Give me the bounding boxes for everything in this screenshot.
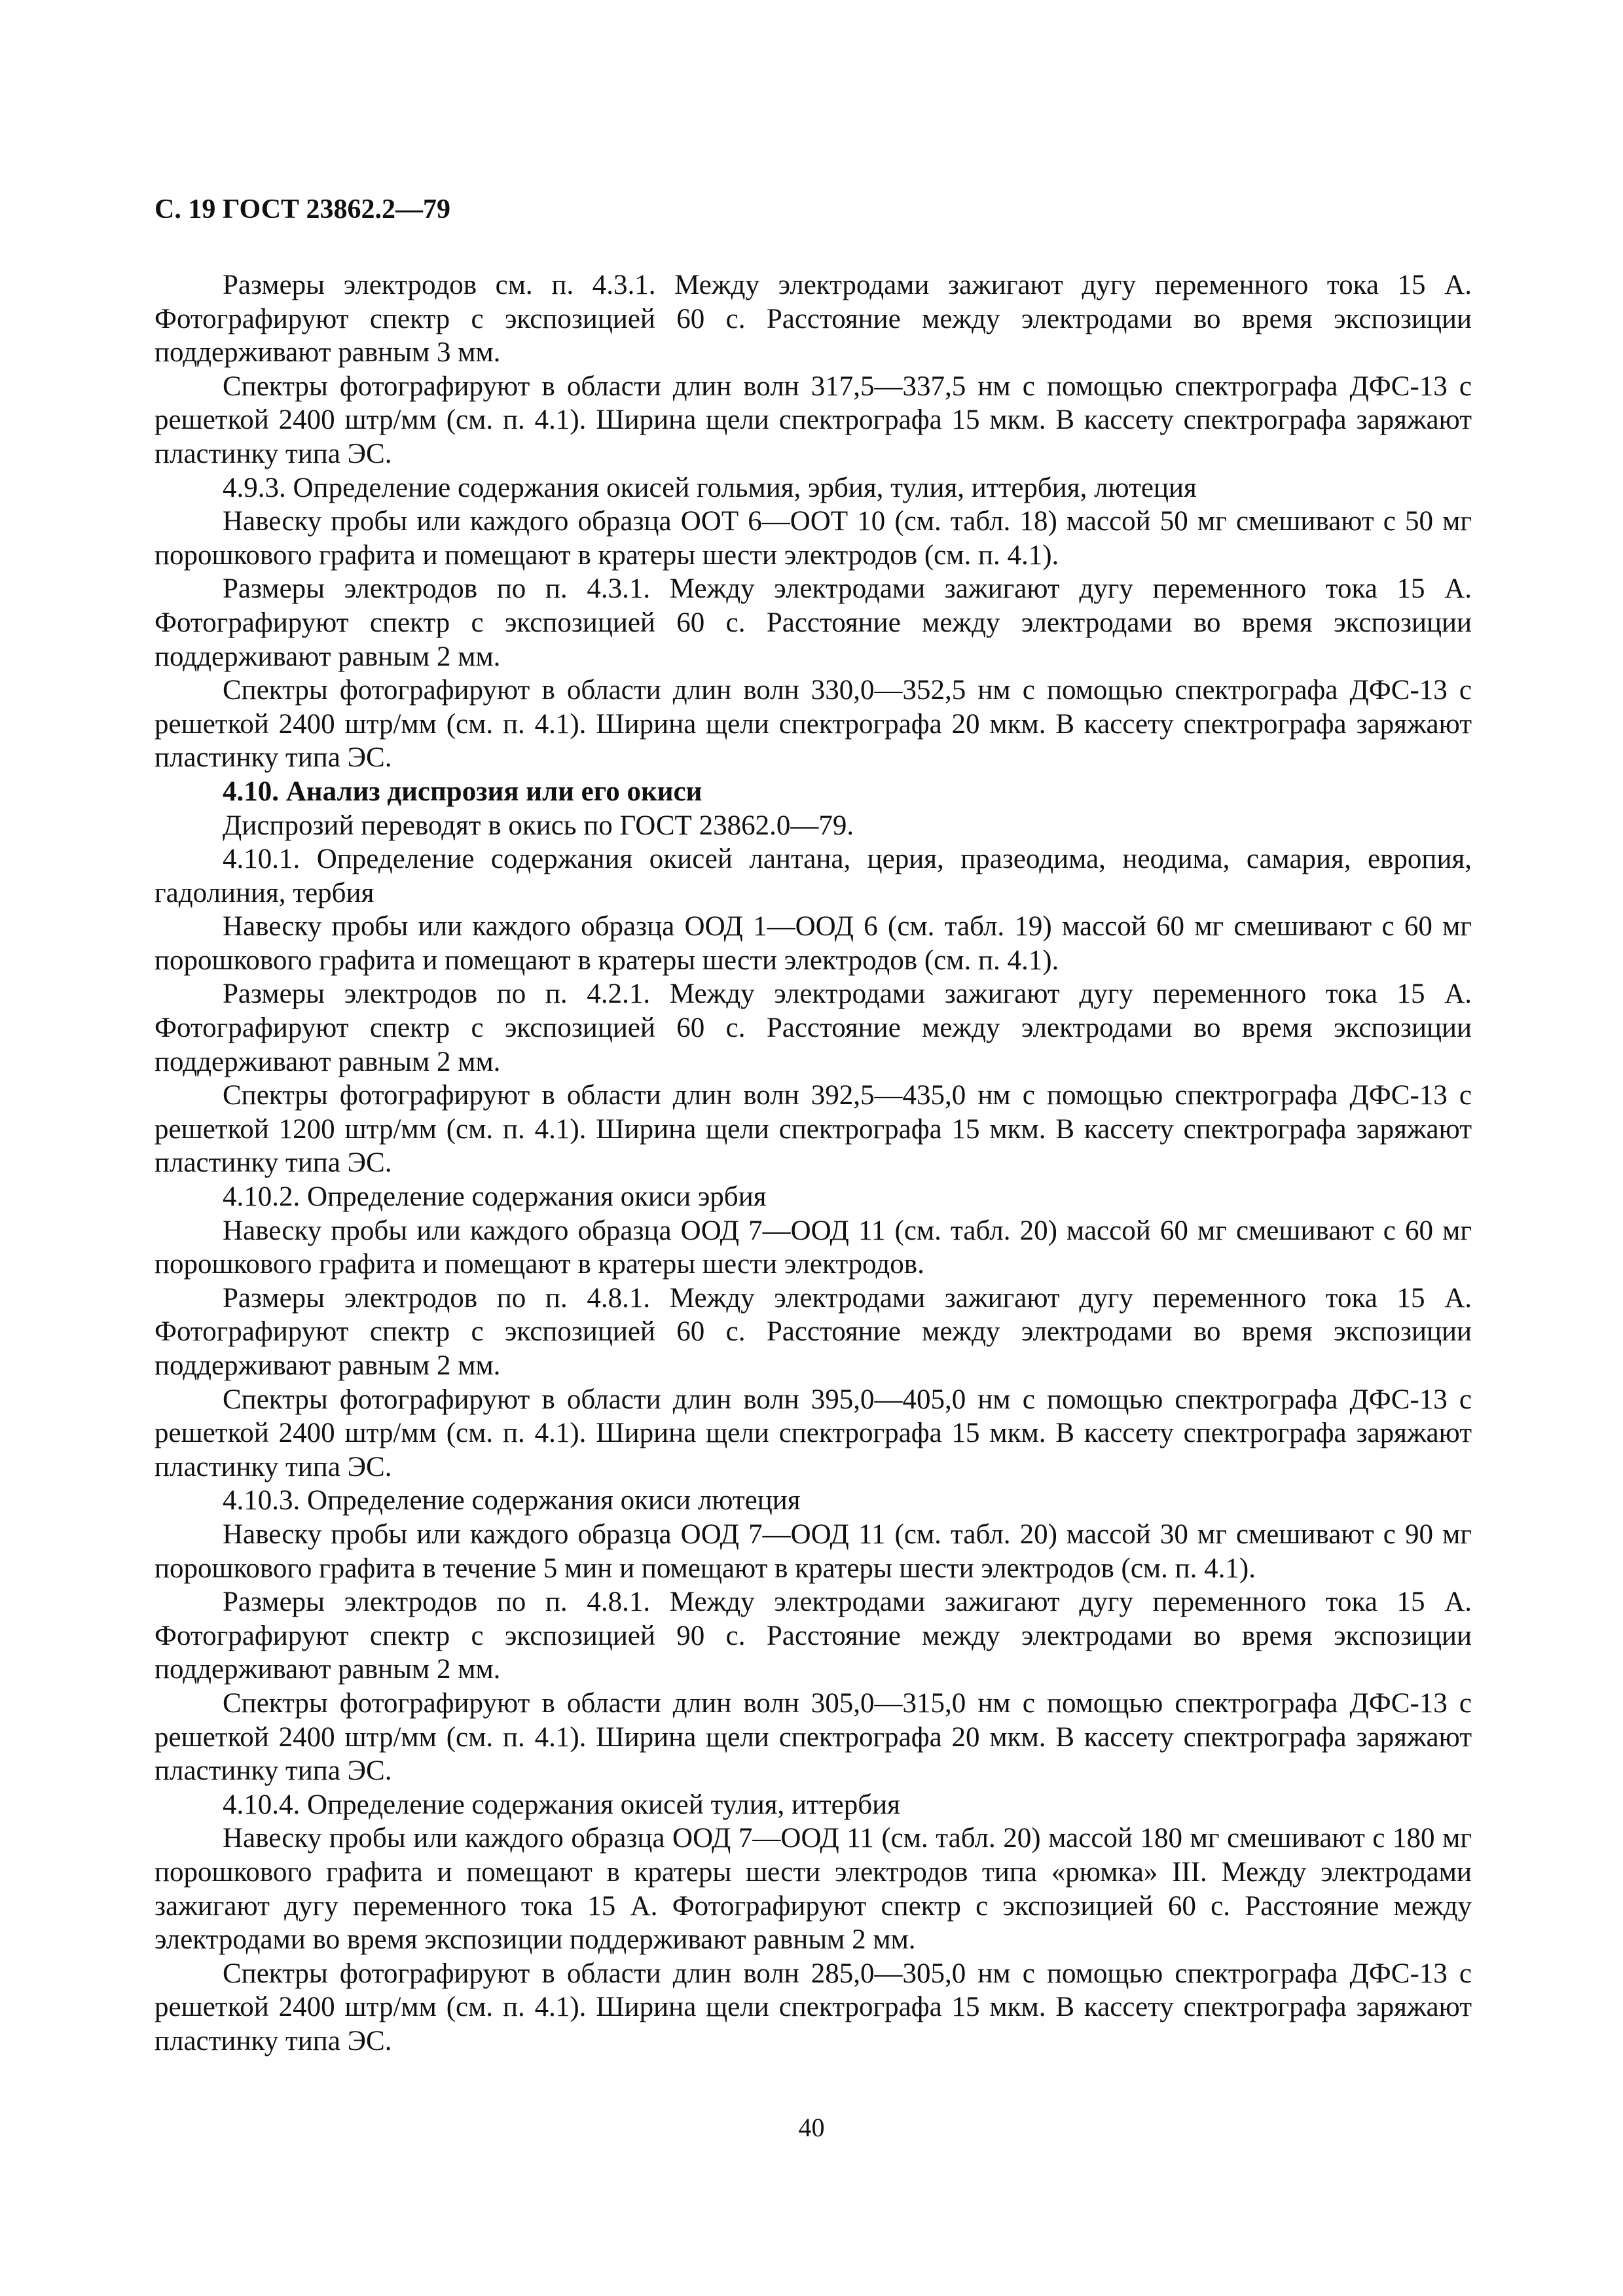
paragraph: Спектры фотографируют в области длин волн 317,5—337,5 нм с помощью спектрографа ДФС-13 с решеткой 2400 штр/мм (см. п. 4.1). Ширина щели спектрографа 15 мкм. В кассету спектрографа заряжают пластинку типа ЭС.	[155, 370, 1472, 469]
paragraph: Спектры фотографируют в области длин волн 330,0—352,5 нм с помощью спектрографа ДФС-13 с решеткой 2400 штр/мм (см. п. 4.1). Ширина щели спектрографа 20 мкм. В кассету спектрографа заряжают пластинку типа ЭС.	[155, 675, 1472, 774]
paragraph: Навеску пробы или каждого образца ООД 7—ООД 11 (см. табл. 20) массой 180 мг смешивают с 180 мг порошкового графита и помещают в кратеры шести электродов типа «рюмка» III. Между электродами зажигают дугу переменного тока 15 А. Фотографируют спектр с экспозицией 60 с. Расстояние между электродами во время экспозиции поддерживают равным 2 мм.	[155, 1823, 1472, 1956]
subsection-title: 4.10.3. Определение содержания окиси лютеция	[223, 1485, 801, 1516]
subsection-title: 4.10.2. Определение содержания окиси эрбия	[223, 1181, 767, 1213]
subsection-title: 4.9.3. Определение содержания окисей гольмия, эрбия, тулия, иттербия, лютеция	[223, 472, 1197, 503]
paragraph: Размеры электродов по п. 4.2.1. Между электродами зажигают дугу переменного тока 15 А. Фотографируют спектр с экспозицией 60 с. Расстояние между электродами во время экспозиции поддерживают равным 2 мм.	[155, 978, 1472, 1077]
paragraph: Размеры электродов по п. 4.3.1. Между электродами зажигают дугу переменного тока 15 А. Фотографируют спектр с экспозицией 60 с. Расстояние между электродами во время экспозиции поддерживают равным 2 мм.	[155, 573, 1472, 672]
paragraph: Спектры фотографируют в области длин волн 285,0—305,0 нм с помощью спектрографа ДФС-13 с решеткой 2400 штр/мм (см. п. 4.1). Ширина щели спектрографа 15 мкм. В кассету спектрографа заряжают пластинку типа ЭС.	[155, 1958, 1472, 2056]
paragraph: Спектры фотографируют в области длин волн 395,0—405,0 нм с помощью спектрографа ДФС-13 с решеткой 2400 штр/мм (см. п. 4.1). Ширина щели спектрографа 15 мкм. В кассету спектрографа заряжают пластинку типа ЭС.	[155, 1384, 1472, 1482]
subsection-title: 4.10.1. Определение содержания окисей лантана, церия, празеодима, неодима, самария, европия, гадолиния, тербия	[155, 844, 1472, 908]
paragraph: Навеску пробы или каждого образца ООД 1—ООД 6 (см. табл. 19) массой 60 мг смешивают с 60 мг порошкового графита и помещают в кратеры шести электродов (см. п. 4.1).	[155, 911, 1472, 976]
section-heading: 4.10. Анализ диспрозия или его окиси	[223, 776, 702, 807]
page-number: 40	[798, 2113, 825, 2142]
paragraph: Диспрозий переводят в окись по ГОСТ 23862.0—79.	[223, 810, 854, 841]
subsection-title: 4.10.4. Определение содержания окисей тулия, иттербия	[223, 1789, 900, 1820]
paragraph: Навеску пробы или каждого образца ООД 7—ООД 11 (см. табл. 20) массой 60 мг смешивают с 60 мг порошкового графита и помещают в кратеры шести электродов.	[155, 1215, 1472, 1280]
paragraph: Размеры электродов по п. 4.8.1. Между электродами зажигают дугу переменного тока 15 А. Фотографируют спектр с экспозицией 60 с. Расстояние между электродами во время экспозиции поддерживают равным 2 мм.	[155, 1282, 1472, 1381]
paragraph: Навеску пробы или каждого образца ООТ 6—ООТ 10 (см. табл. 18) массой 50 мг смешивают с 50 мг порошкового графита и помещают в кратеры шести электродов (см. п. 4.1).	[155, 506, 1472, 571]
document-body	[155, 268, 1472, 2058]
running-header: С. 19 ГОСТ 23862.2—79	[155, 194, 451, 224]
paragraph: Размеры электродов см. п. 4.3.1. Между электродами зажигают дугу переменного тока 15 А. Фотографируют спектр с экспозицией 60 с. Расстояние между электродами во время экспозиции поддерживают равным 3 мм.	[155, 270, 1472, 368]
paragraph: Спектры фотографируют в области длин волн 392,5—435,0 нм с помощью спектрографа ДФС-13 с решеткой 1200 штр/мм (см. п. 4.1). Ширина щели спектрографа 15 мкм. В кассету спектрографа заряжают пластинку типа ЭС.	[155, 1080, 1472, 1179]
paragraph: Навеску пробы или каждого образца ООД 7—ООД 11 (см. табл. 20) массой 30 мг смешивают с 90 мг порошкового графита в течение 5 мин и помещают в кратеры шести электродов (см. п. 4.1).	[155, 1518, 1472, 1584]
paragraph: Размеры электродов по п. 4.8.1. Между электродами зажигают дугу переменного тока 15 А. Фотографируют спектр с экспозицией 90 с. Расстояние между электродами во время экспозиции поддерживают равным 2 мм.	[155, 1587, 1472, 1685]
paragraph: Спектры фотографируют в области длин волн 305,0—315,0 нм с помощью спектрографа ДФС-13 с решеткой 2400 штр/мм (см. п. 4.1). Ширина щели спектрографа 20 мкм. В кассету спектрографа заряжают пластинку типа ЭС.	[155, 1687, 1472, 1787]
